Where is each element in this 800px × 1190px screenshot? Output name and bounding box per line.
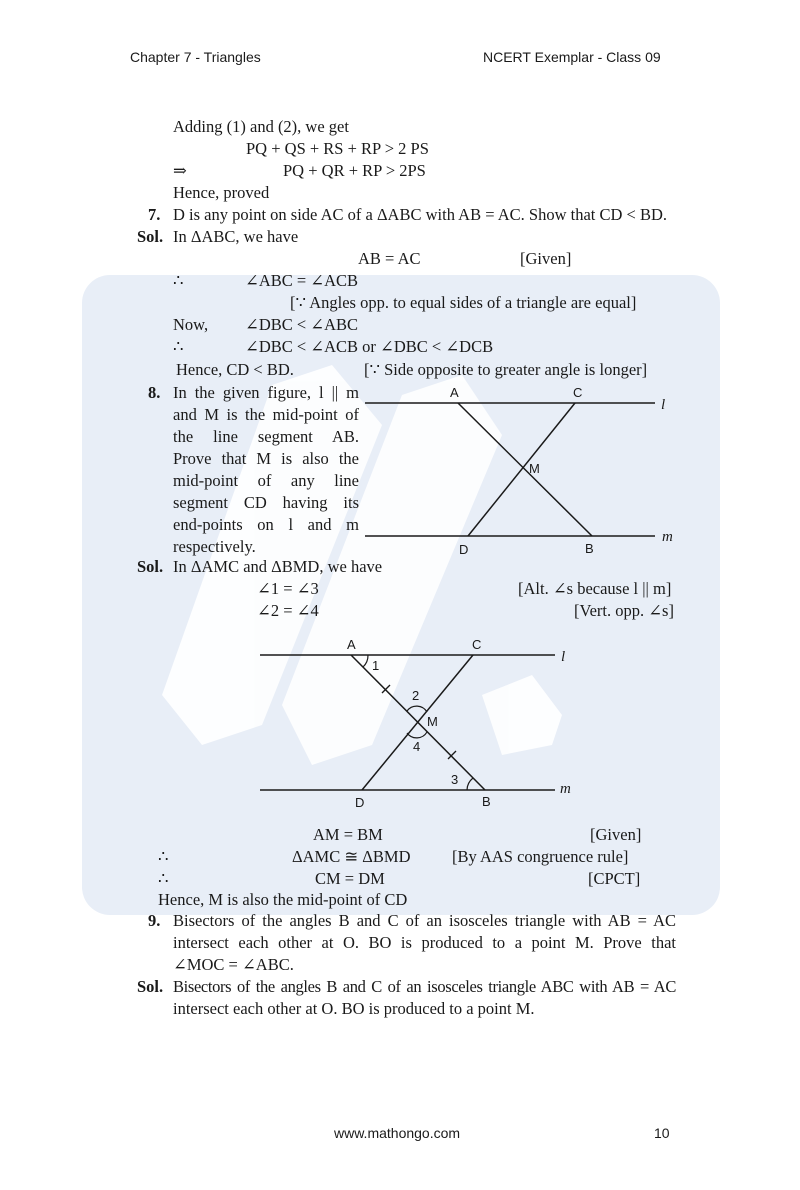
q8-therefore-1: ∴	[158, 847, 169, 866]
q7-eq3: ∠DBC < ∠ABC	[245, 315, 359, 334]
adding-line: Adding (1) and (2), we get	[173, 117, 349, 136]
label-angle-1: 1	[372, 658, 380, 673]
q7-now: Now,	[173, 315, 209, 334]
q8-sol-intro: In ΔAMC and ΔBMD, we have	[173, 557, 383, 576]
q9-sol-line-1: Bisectors of the angles B and C of an isosceles triangle ABC with AB = AC	[173, 977, 676, 996]
q7-therefore-2: ∴	[173, 337, 184, 356]
q8-eq2: ∠2 = ∠4	[257, 601, 319, 620]
q7-reason2: [∵ Angles opp. to equal sides of a triangle are equal]	[290, 293, 637, 312]
tick-AM	[382, 685, 390, 693]
q7-reason1: [Given]	[520, 249, 572, 268]
q8-reason2: [Vert. opp. ∠s]	[574, 601, 674, 620]
q8-line-6: segment CD having its	[173, 493, 359, 512]
q8-c1: AM = BM	[313, 825, 383, 844]
label-B: B	[482, 794, 491, 809]
chapter-title: Chapter 7 - Triangles	[130, 49, 261, 65]
label-angle-4: 4	[413, 739, 421, 754]
book-title: NCERT Exemplar - Class 09	[483, 49, 661, 65]
q8-figure	[360, 380, 690, 560]
q8-reason1: [Alt. ∠s because l || m]	[518, 579, 672, 598]
label-m: m	[560, 781, 571, 797]
segment-CD	[362, 655, 473, 790]
q8-c3: CM = DM	[315, 869, 385, 888]
q9-line-1: Bisectors of the angles B and C of an isosceles triangle with AB = AC	[173, 911, 676, 930]
label-C: C	[573, 385, 583, 400]
label-D: D	[355, 795, 365, 810]
q8-c2-reason: [By AAS congruence rule]	[452, 847, 629, 866]
q8-line-7: end-points on l and m	[173, 515, 359, 534]
q7-hence: Hence, CD < BD.	[176, 360, 294, 379]
q8-c2: ΔAMC ≅ ΔBMD	[292, 847, 411, 866]
q8-line-3: the line segment AB.	[173, 427, 359, 446]
q8-eq1: ∠1 = ∠3	[257, 579, 319, 598]
q9-line-3: ∠MOC = ∠ABC.	[173, 955, 294, 974]
q8-number: 8.	[148, 383, 161, 402]
implies-symbol: ⇒	[173, 161, 187, 180]
q9-line-2: intersect each other at O. BO is produced to a point M. Prove that	[173, 933, 676, 952]
label-D: D	[459, 542, 469, 557]
q8-line-2: and M is the mid-point of	[173, 405, 359, 424]
q7-eq1: AB = AC	[358, 249, 421, 268]
angle-4-arc	[407, 732, 427, 738]
q8-therefore-2: ∴	[158, 869, 169, 888]
q8-hence: Hence, M is also the mid-point of CD	[158, 890, 408, 909]
label-B: B	[585, 541, 594, 556]
inequality-2: PQ + QR + RP > 2PS	[283, 161, 426, 180]
label-C: C	[472, 637, 482, 652]
label-A: A	[347, 637, 356, 652]
q7-sol-label: Sol.	[137, 227, 164, 246]
hence-proved: Hence, proved	[173, 183, 270, 202]
angle-3-arc	[467, 778, 473, 790]
label-angle-2: 2	[412, 688, 420, 703]
q8-c3-reason: [CPCT]	[588, 869, 641, 888]
q7-intro: In ΔABC, we have	[173, 227, 299, 246]
label-A: A	[450, 385, 459, 400]
angle-1-arc	[363, 655, 368, 667]
q8-c1-reason: [Given]	[590, 825, 642, 844]
label-M: M	[427, 714, 438, 729]
label-l: l	[661, 397, 666, 413]
q7-text: D is any point on side AC of a ΔABC with AB = AC. Show that CD < BD.	[173, 205, 668, 224]
q7-hence-reason: [∵ Side opposite to greater angle is longer]	[364, 360, 648, 379]
q7-eq2: ∠ABC = ∠ACB	[245, 271, 359, 290]
q8-solution-figure	[255, 632, 585, 812]
q8-line-8: respectively.	[173, 537, 256, 556]
q7-number: 7.	[148, 205, 161, 224]
q8-line-4: Prove that M is also the	[173, 449, 359, 468]
label-angle-3: 3	[451, 772, 459, 787]
page-number: 10	[654, 1125, 670, 1141]
angle-2-arc	[407, 706, 427, 712]
q9-sol-line-2: intersect each other at O. BO is produced to a point M.	[173, 999, 535, 1018]
q9-sol-label: Sol.	[137, 977, 164, 996]
footer-website[interactable]: www.mathongo.com	[334, 1125, 461, 1141]
label-m: m	[662, 529, 673, 545]
q8-line-5: mid-point of any line	[173, 471, 359, 490]
q7-eq4: ∠DBC < ∠ACB or ∠DBC < ∠DCB	[245, 337, 494, 356]
label-l: l	[561, 649, 566, 665]
segment-CD	[468, 403, 575, 536]
q8-line-1: In the given figure, l || m	[173, 383, 359, 402]
q8-sol-label: Sol.	[137, 557, 164, 576]
label-M: M	[529, 461, 540, 476]
q9-number: 9.	[148, 911, 161, 930]
q7-therefore-1: ∴	[173, 271, 184, 290]
inequality-1: PQ + QS + RS + RP > 2 PS	[246, 139, 429, 158]
segment-AB	[458, 403, 592, 536]
